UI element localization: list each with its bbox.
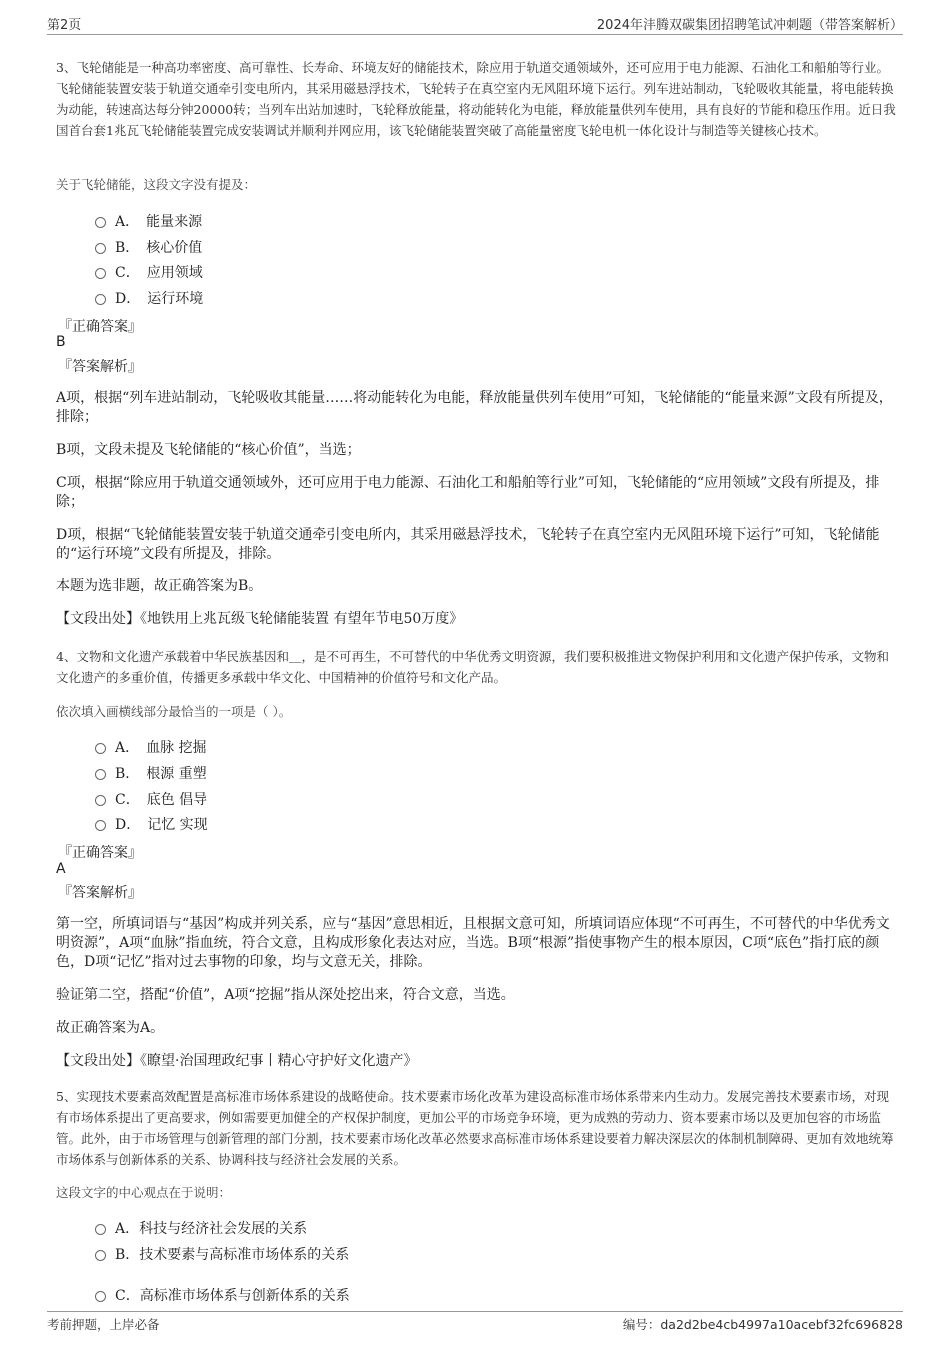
- radio-icon[interactable]: [95, 268, 106, 279]
- radio-icon[interactable]: [95, 1224, 106, 1235]
- code-label: 编号：: [622, 1317, 661, 1332]
- radio-icon[interactable]: [95, 769, 106, 780]
- q3-analysis-d: D项，根据“飞轮储能装置安装于轨道交通牵引变电所内，其采用磁悬浮技术，飞轮转子在真空室内无风阻环境下运行”可知，飞轮储能的“运行环境”文段有所提及，排除。: [56, 527, 880, 562]
- q5-option-b[interactable]: B．技术要素与高标准市场体系的关系: [95, 1244, 349, 1264]
- q4-option-d[interactable]: D． 记忆 实现: [95, 814, 208, 834]
- radio-icon[interactable]: [95, 743, 106, 754]
- q3-option-a[interactable]: A． 能量来源: [95, 211, 202, 231]
- document-title: 2024年沣腾双碳集团招聘笔试冲刺题（带答案解析）: [596, 18, 903, 33]
- radio-icon[interactable]: [95, 217, 106, 228]
- q3-option-d[interactable]: D． 运行环境: [95, 288, 203, 308]
- q3-answer-label: 『正确答案』: [58, 319, 142, 335]
- radio-icon[interactable]: [95, 243, 106, 254]
- radio-icon[interactable]: [95, 1291, 106, 1302]
- radio-icon[interactable]: [95, 820, 106, 831]
- q4-analysis-main: 第一空，所填词语与“基因”构成并列关系，应与“基因”意思相近，且根据文意可知，所填词语应体现“不可再生，不可替代的中华优秀文明资源”，A项“血脉”指血统，符合文意，且构成形象化表达对应，当选。B项“根源”指使事物产生的根本原因，C项“底色”指打底的颜色，D项“记忆”指对过去事物的印象，均与文意无关，排除。: [56, 916, 890, 970]
- q4-option-b[interactable]: B． 根源 重塑: [95, 763, 207, 783]
- q3-source: 【文段出处】《地铁用上兆瓦级飞轮储能装置 有望年节电50万度》: [56, 611, 464, 627]
- page-header: [47, 14, 903, 35]
- q3-conclusion: 本题为选非题，故正确答案为B。: [56, 578, 263, 594]
- q4-prompt: 依次填入画横线部分最恰当的一项是（ ）。: [56, 704, 292, 719]
- q5-option-c[interactable]: C．高标准市场体系与创新体系的关系: [95, 1285, 350, 1305]
- q4-conclusion: 故正确答案为A。: [56, 1020, 165, 1036]
- q5-prompt: 这段文字的中心观点在于说明：: [56, 1185, 232, 1200]
- q4-source: 【文段出处】《瞭望·治国理政纪事丨精心守护好文化遗产》: [56, 1053, 418, 1069]
- page-footer: [47, 1311, 903, 1332]
- q4-answer-label: 『正确答案』: [58, 845, 142, 861]
- radio-icon[interactable]: [95, 1250, 106, 1261]
- q4-option-a[interactable]: A． 血脉 挖掘: [95, 737, 207, 757]
- radio-icon[interactable]: [95, 795, 106, 806]
- radio-icon[interactable]: [95, 294, 106, 305]
- q4-analysis-label: 『答案解析』: [58, 885, 142, 901]
- q3-option-b[interactable]: B． 核心价值: [95, 237, 202, 257]
- q3-analysis-b: B项，文段未提及飞轮储能的“核心价值”，当选；: [56, 442, 361, 458]
- q3-analysis-a: A项，根据“列车进站制动，飞轮吸收其能量……将动能转化为电能，释放能量供列车使用”可知，飞轮储能的“能量来源”文段有所提及，排除；: [56, 390, 893, 425]
- q3-answer: B: [56, 334, 66, 350]
- q3-option-c[interactable]: C． 应用领域: [95, 262, 203, 282]
- page-number: 第2页: [47, 18, 82, 33]
- q3-analysis-label: 『答案解析』: [58, 359, 142, 375]
- q4-analysis-second: 验证第二空，搭配“价值”，A项“挖掘”指从深处挖出来，符合文意，当选。: [56, 987, 515, 1003]
- footer-slogan: 考前押题，上岸必备: [47, 1317, 160, 1332]
- q5-passage: 5、实现技术要素高效配置是高标准市场体系建设的战略使命。技术要素市场化改革为建设高标准市场体系带来内生动力。发展完善技术要素市场，对现有市场体系提出了更高要求，例如需要更加健全的产权保护制度，更加公平的市场竞争环境，更为成熟的劳动力、资本要素市场以及更加包容的市场监管。此外，由于市场管理与创新管理的部门分割，技术要素市场化改革必然要求高标准市场体系建设要着力解决深层次的体制机制障碍、更加有效地统筹市场体系与创新体系的关系、协调科技与经济社会发展的关系。: [56, 1089, 894, 1167]
- q4-option-c[interactable]: C． 底色 倡导: [95, 789, 207, 809]
- q3-analysis-c: C项，根据“除应用于轨道交通领域外，还可应用于电力能源、石油化工和船舶等行业”可知，飞轮储能的“应用领域”文段有所提及，排除；: [56, 475, 880, 510]
- document-code: [623, 1315, 903, 1333]
- code-value: da2d2be4cb4997a10acebf32fc696828: [660, 1317, 903, 1332]
- q4-passage: 4、文物和文化遗产承载着中华民族基因和＿，是不可再生，不可替代的中华优秀文明资源，我们要积极推进文物保护利用和文化遗产保护传承，文物和文化遗产的多重价值，传播更多承载中华文化、中国精神的价值符号和文化产品。: [56, 649, 889, 685]
- q3-passage: 3、飞轮储能是一种高功率密度、高可靠性、长寿命、环境友好的储能技术，除应用于轨道交通领域外，还可应用于电力能源、石油化工和船舶等行业。飞轮储能装置安装于轨道交通牵引变电所内，其采用磁悬浮技术，飞轮转子在真空室内无风阻环境下运行。列车进站制动，飞轮吸收其能量，将电能转换为动能，转速高达每分钟20000转；当列车出站加速时，飞轮释放能量，将动能转化为电能，释放能量供列车使用，具有良好的节能和稳压作用。近日我国首台套1兆瓦飞轮储能装置完成安装调试并顺利并网应用，该飞轮储能装置突破了高能量密度飞轮电机一体化设计与制造等关键核心技术。: [56, 60, 896, 138]
- q3-prompt: 关于飞轮储能，这段文字没有提及：: [56, 177, 257, 192]
- q5-option-a[interactable]: A．科技与经济社会发展的关系: [95, 1218, 307, 1238]
- q4-answer: A: [56, 861, 66, 877]
